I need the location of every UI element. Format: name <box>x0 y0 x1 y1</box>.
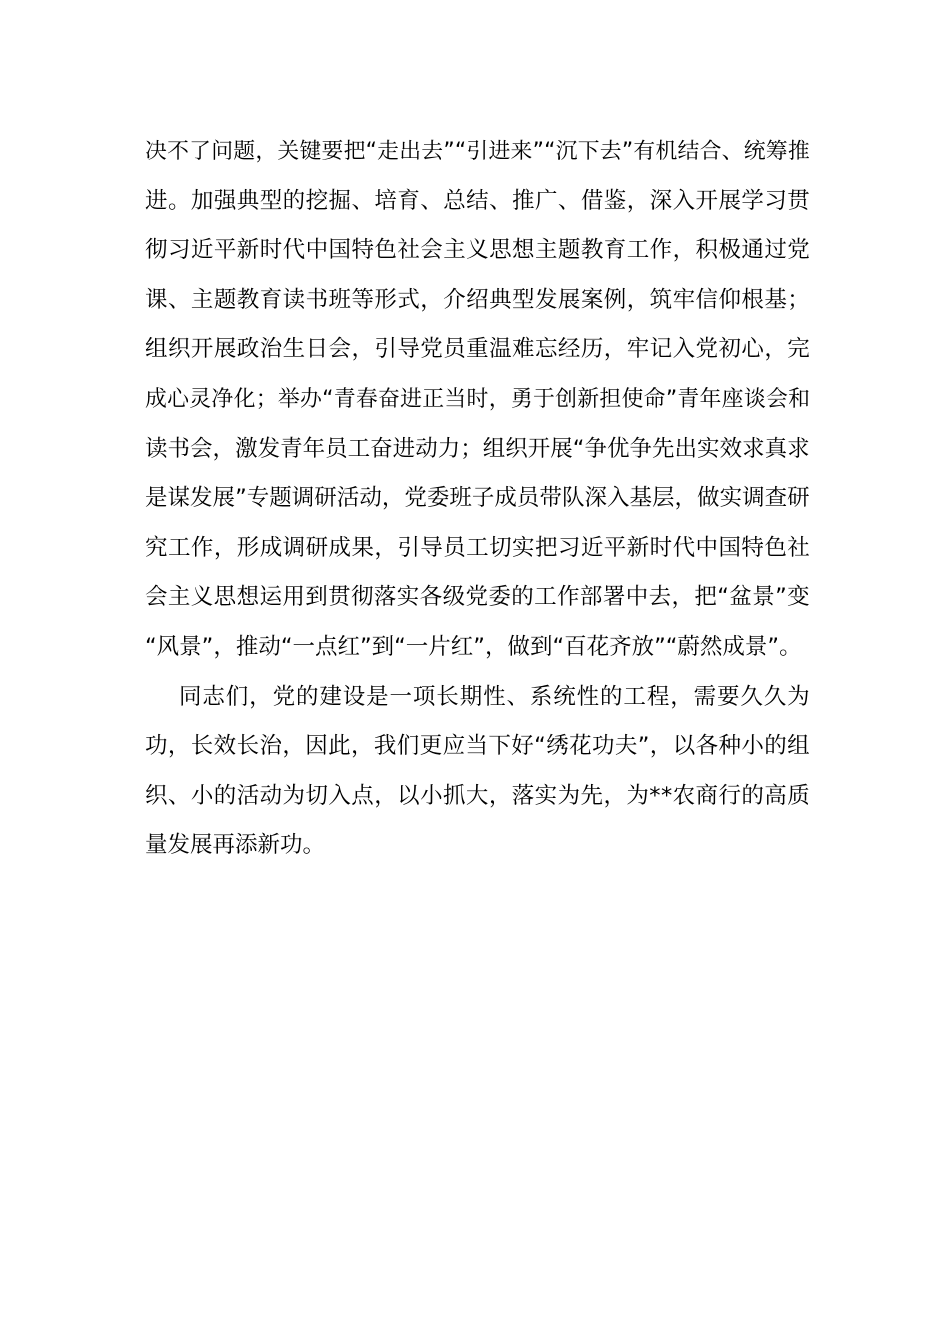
text-line: 究 工 作 ， 形 成 调 研 成 果 ， 引 导 员 工 切 实 把 习 近 平 新 时 代 中 国 特 色 社 <box>145 534 810 561</box>
text-line: 功 ， 长 效 长 治 ， 因 此 ， 我 们 更 应 当 下 好 “ 绣 花 功 夫 ” ， 以 各 种 小 的 组 <box>145 733 810 760</box>
text-line: 课 、 主 题 教 育 读 书 班 等 形 式 ， 介 绍 典 型 发 展 案 例 ， 筑 牢 信 仰 根 基 ； <box>145 286 810 313</box>
text-line: 彻 习 近 平 新 时 代 中 国 特 色 社 会 主 义 思 想 主 题 教 育 工 作 ， 积 极 通 过 党 <box>145 237 810 264</box>
text-line: 量发展再添新功。 <box>145 832 326 859</box>
text-line: 决 不 了 问 题 ， 关 键 要 把 “ 走 出 去 ” “ 引 进 来 ” “ 沉 下 去 ” 有 机 结 合 、 统 筹 推 <box>145 139 810 164</box>
paragraph-start-line: 同 志 们 ， 党 的 建 设 是 一 项 长 期 性 、 系 统 性 的 工 程 ， 需 要 久 久 为 <box>179 683 810 710</box>
text-line: “风景”，推动“一点红”到“一片红”，做到“百花齐放”“蔚然成景”。 <box>145 633 802 660</box>
text-line: 成 心 灵 净 化 ； 举 办 “ 青 春 奋 进 正 当 时 ， 勇 于 创 新 担 使 命 ” 青 年 座 谈 会 和 <box>145 386 810 412</box>
text-line: 织 、 小 的 活 动 为 切 入 点 ， 以 小 抓 大 ， 落 实 为 先 ， 为 * * 农 商 行 的 高 质 <box>145 782 810 809</box>
body-text <box>145 127 810 871</box>
text-line: 组 织 开 展 政 治 生 日 会 ， 引 导 党 员 重 温 难 忘 经 历 ， 牢 记 入 党 初 心 ， 完 <box>145 336 810 363</box>
text-line: 会 主 义 思 想 运 用 到 贯 彻 落 实 各 级 党 委 的 工 作 部 署 中 去 ， 把 “ 盆 景 ” 变 <box>145 584 810 611</box>
text-line: 读 书 会 ， 激 发 青 年 员 工 奋 进 动 力 ； 组 织 开 展 “ 争 优 争 先 出 实 效 求 真 求 <box>145 435 810 462</box>
text-line: 是 谋 发 展 ” 专 题 调 研 活 动 ， 党 委 班 子 成 员 带 队 深 入 基 层 ， 做 实 调 查 研 <box>145 485 810 512</box>
text-line: 进 。 加 强 典 型 的 挖 掘 、 培 育 、 总 结 、 推 广 、 借 鉴 ， 深 入 开 展 学 习 贯 <box>145 187 810 214</box>
